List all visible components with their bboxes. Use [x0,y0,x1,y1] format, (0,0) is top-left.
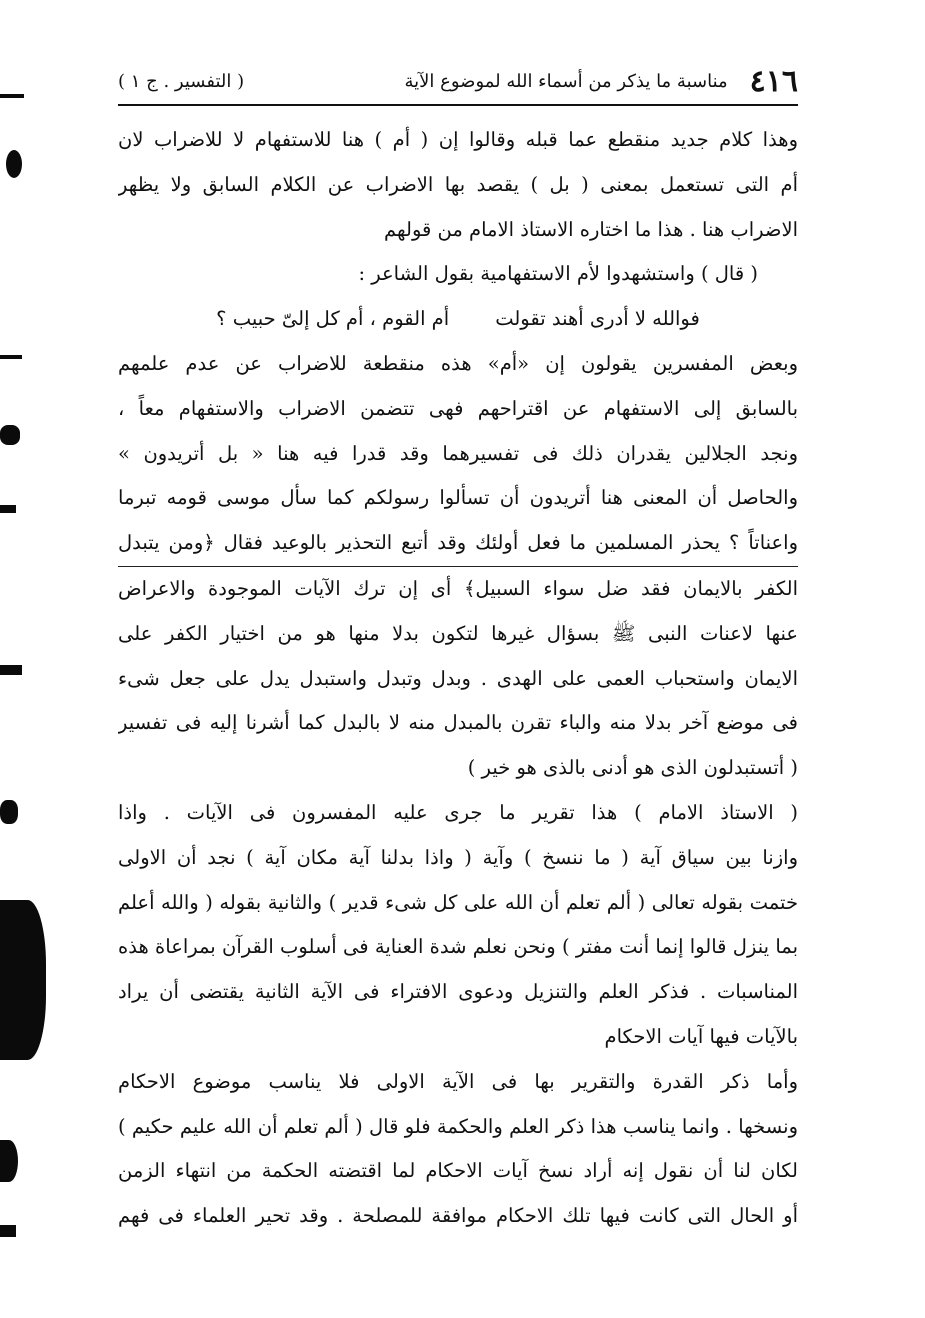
scan-edge-mark [0,1140,18,1182]
text-line: وازنا بين سياق آية ( ما ننسخ ) وآية ( واذا بدلنا آية مكان آية ) نجد أن الاولى [118,845,798,869]
text-line: ونسخها . وانما يناسب هذا ذكر العلم والحكمة فلو قال ( ألم تعلم أن الله عليم حكيم ) [118,1114,798,1138]
scan-edge-mark [0,355,22,359]
text-line: المناسبات . فذكر العلم والتنزيل ودعوى الافتراء فى الآية الثانية يقتضى أن يراد [118,980,798,1004]
body-text [118,118,798,1239]
text-line: أو الحال التى كانت فيها تلك الاحكام موافقة للمصلحة . وقد تحير العلماء فى فهم [118,1204,798,1228]
text-line: ( الاستاذ الامام ) هذا تقرير ما جرى عليه المفسرون فى الآيات . واذا [118,800,798,824]
scan-edge-mark [0,1225,16,1237]
scan-edge-mark [0,800,18,824]
text-line: وهذا كلام جديد منقطع عما قبله وقالوا إن ( أم ) هنا للاستفهام لا للاضراب لان [118,128,798,151]
text-line: ونجد الجلالين يقدران ذلك فى تفسيرهما وقد قدرا فيه هنا « بل أتريدون » [118,441,798,465]
text-line: واعناتاً ؟ يحذر المسلمين ما فعل أولئك وقد أتبع التحذير بالوعيد فقال ﴿ومن يتبدل [118,521,798,567]
scan-edge-mark [0,425,20,445]
text-line: بالآيات فيها آيات الاحكام [604,1024,798,1048]
text-line: ( أتستبدلون الذى هو أدنى بالذى هو خير ) [467,756,798,780]
page-number: ٤١٦ [749,63,798,99]
text-line: الاضراب هنا . هذا ما اختاره الاستاذ الامام من قولهم [384,217,798,241]
volume-label: ( التفسير . ج ١ ) [118,70,245,92]
text-line: بما ينزل قالوا إنما أنت مفتر ) ونحن نعلم شدة العناية فى أسلوب القرآن بمراعاة هذه [118,935,798,959]
text-line: الايمان واستحباب العمى على الهدى . وبدل وتبدل واستبدل يدل على جعل شىء [118,666,798,690]
scan-edge-mark [6,150,22,178]
verse-first-hemistich: فوالله لا أدرى أهند تقولت [495,307,700,331]
text-line: وأما ذكر القدرة والتقرير بها فى الآية الاولى فلا يناسب موضوع الاحكام [118,1069,798,1093]
scan-edge-mark [0,505,16,513]
text-line: ( قال ) واستشهدوا لأم الاستفهامية بقول الشاعر : [358,262,758,286]
running-title: مناسبة ما يذكر من أسماء الله لموضوع الآية [404,70,728,92]
text-line: ختمت بقوله تعالى ( ألم تعلم أن الله على كل شىء قدير ) والثانية بقوله ( والله أعلم [118,890,798,914]
text-line: والحاصل أن المعنى هنا أتريدون أن تسألوا رسولكم كما سأل موسى قومه تبرما [118,486,798,510]
text-line: بالسابق إلى الاستفهام عن اقتراحهم فهى تتضمن الاضراب والاستفهام معاً ، [118,396,798,420]
scan-edge-mark [0,665,22,675]
text-line: وبعض المفسرين يقولون إن «أم» هذه منقطعة للاضراب عن عدم علمهم [118,351,798,375]
text-line: لكان لنا أن نقول إنه أراد نسخ آيات الاحكام لما اقتضته الحكمة من انتهاء الزمن [118,1159,798,1183]
poetry-verse [118,297,798,342]
scan-edge-mark [0,94,24,98]
verse-second-hemistich: أم القوم ، أم كل إلىّ حبيب ؟ [216,307,450,331]
scan-edge-mark [0,900,46,1060]
text-line: فى موضع آخر بدلا منه والباء تقرن بالمبدل منه لا بالبدل كما أشرنا إليه فى تفسير [118,711,798,735]
text-line: عنها لاعنات النبى ﷺ بسؤال غيرها لتكون بدلا منها هو من اختيار الكفر على [118,621,798,645]
running-header [118,58,798,106]
text-line: الكفر بالايمان فقد ضل سواء السبيل﴾ أى إن ترك الآيات الموجودة والاعراض [118,576,798,600]
text-line: أم التى تستعمل بمعنى ( بل ) يقصد بها الاضراب عن الكلام السابق ولا يظهر [118,172,798,196]
